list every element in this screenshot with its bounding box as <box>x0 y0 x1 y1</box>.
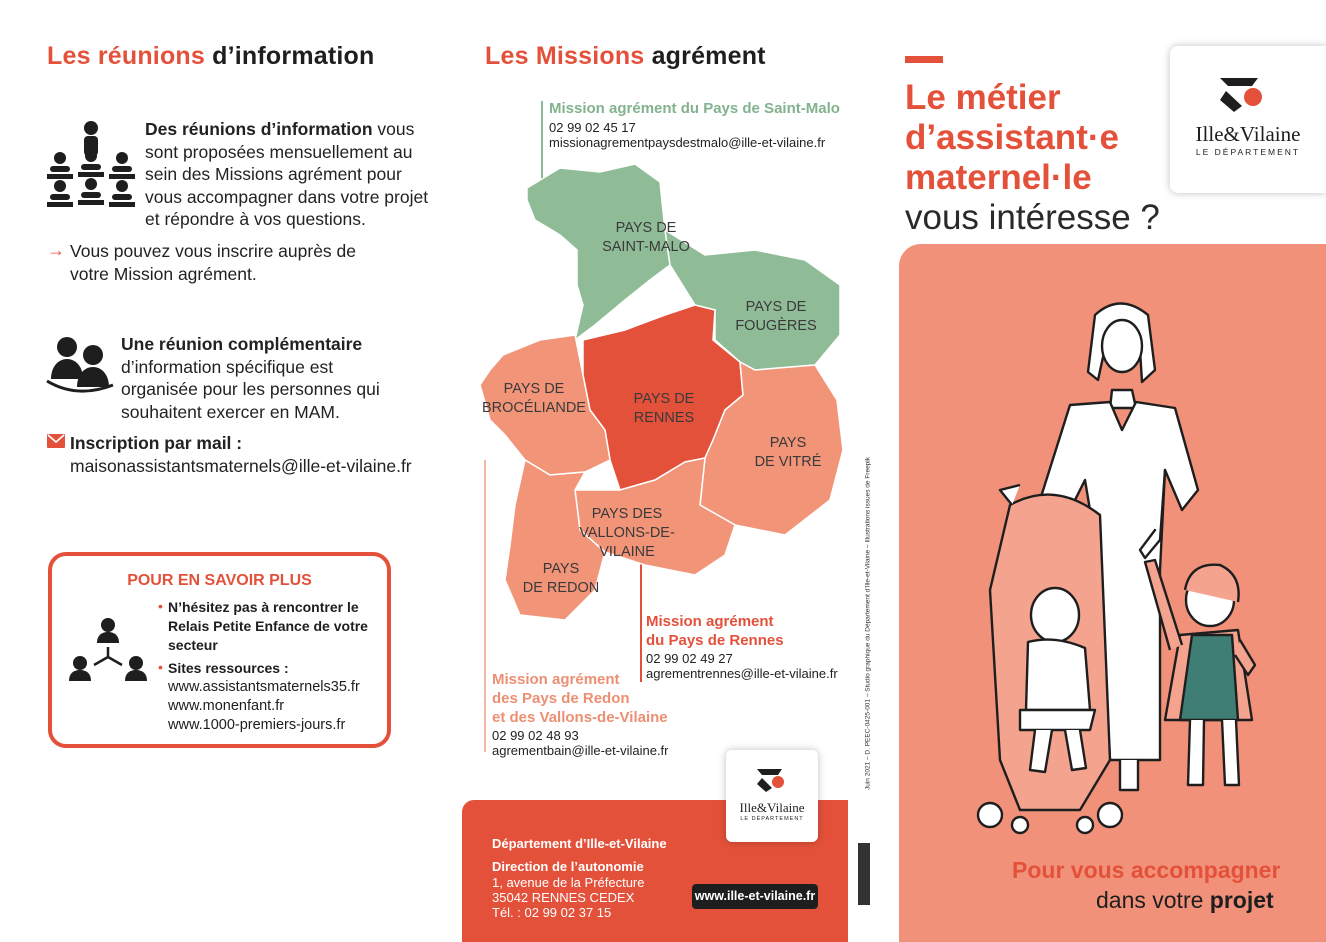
redon-mission-title <box>492 670 668 727</box>
footer-direction: Direction de l’autonomie <box>492 859 644 874</box>
cover-title-line1: Le métier <box>905 78 1061 117</box>
map-label-vallons <box>572 505 682 562</box>
map-label-vitre <box>742 434 834 472</box>
vertical-credit-text: Juin 2021 – D. PEEC-0425-001 – Studio graphique du Département d’Ille-et-Vilaine – Illustrations issues de Freepik <box>864 456 872 791</box>
reunions-paragraph <box>145 118 435 231</box>
rennes-mission-title <box>646 612 784 650</box>
map-label-line: PAYS DES <box>591 506 663 522</box>
tagline-red: Pour vous accompagner <box>1012 857 1281 883</box>
redon-mission-title-line: Mission agrément <box>492 671 620 688</box>
map-label-line: FOUGÈRES <box>735 318 817 334</box>
department-logo-icon <box>1216 74 1266 118</box>
logo-amp: & <box>756 800 767 815</box>
missions-heading-accent: Les Missions <box>485 42 645 70</box>
reunions-paragraph-rest: vous sont proposées mensuellement au sein des Missions agrément pour vous accompagner dans votre projet et répondre à vos questions. <box>145 119 429 229</box>
map-label-line: SAINT-MALO <box>602 239 690 255</box>
reunions-heading-accent: Les réunions <box>47 42 205 70</box>
bullet-dot: • <box>158 659 163 675</box>
vertical-credit <box>858 420 872 840</box>
cover-title <box>905 78 1160 238</box>
rennes-mission-title-line: du Pays de Rennes <box>646 632 784 649</box>
network-people-icon <box>68 617 148 689</box>
map-label-line: RENNES <box>633 410 695 426</box>
rpe-item: N’hésitez pas à rencontrer le Relais Petite Enfance de votre secteur <box>168 599 368 653</box>
cover-title-line2: d’assistant·e <box>905 118 1119 157</box>
stmalo-mission-title: Mission agrément du Pays de Saint-Malo <box>549 100 840 117</box>
map-label-line: PAYS DE <box>503 381 565 397</box>
reunions-heading-rest: d’information <box>212 42 375 70</box>
map-label-line: PAYS <box>769 435 807 451</box>
meeting-audience-icon <box>45 120 137 215</box>
map-label-broceliande <box>478 380 590 418</box>
title-accent-bar <box>905 56 943 63</box>
cover-title-line3: maternel·le <box>905 158 1092 197</box>
bullet-dot: • <box>158 598 163 614</box>
parent-children-stroller-illustration <box>960 290 1280 840</box>
rennes-email[interactable]: agrementrennes@ille-et-vilaine.fr <box>646 666 838 681</box>
map-label-line: DE VITRÉ <box>754 454 822 470</box>
website-link[interactable]: www.ille-et-vilaine.fr <box>692 884 818 909</box>
rennes-phone: 02 99 02 49 27 <box>646 651 733 666</box>
main-logo-subtitle: LE DÉPARTEMENT <box>1195 147 1301 157</box>
small-logo-name <box>726 800 818 816</box>
redon-mission-title-line: des Pays de Redon <box>492 690 630 707</box>
tagline-bold: projet <box>1209 887 1274 913</box>
redon-phone: 02 99 02 48 93 <box>492 728 579 743</box>
sites-label: Sites ressources : <box>168 660 289 676</box>
redon-email[interactable]: agrementbain@ille-et-vilaine.fr <box>492 743 669 758</box>
site-link[interactable]: www.monenfant.fr <box>168 698 285 714</box>
mam-paragraph-rest: d’information spécifique est organisée pour les personnes qui souhaitent exercer en MAM. <box>121 356 380 422</box>
site-link[interactable]: www.assistantsmaternels35.fr <box>168 679 360 695</box>
map-label-line: PAYS DE <box>745 299 807 315</box>
mam-paragraph-bold: Une réunion complémentaire <box>121 334 363 354</box>
missions-heading <box>485 42 766 71</box>
small-logo-box <box>726 750 818 842</box>
small-logo-subtitle: LE DÉPARTEMENT <box>740 816 804 822</box>
site-link[interactable]: www.1000-premiers-jours.fr <box>168 717 346 733</box>
map-label-rennes <box>614 390 714 428</box>
mam-paragraph <box>121 333 401 423</box>
stmalo-phone: 02 99 02 45 17 <box>549 120 636 135</box>
footer-address2: 35042 RENNES CEDEX <box>492 890 635 905</box>
map-label-line: PAYS <box>542 561 580 577</box>
main-logo-box <box>1170 46 1326 193</box>
inscription-note: Vous pouvez vous inscrire auprès de votre Mission agrément. <box>70 241 356 284</box>
tagline-dark: dans votre <box>1096 887 1204 913</box>
footer-address1: 1, avenue de la Préfecture <box>492 875 645 890</box>
arrow-right-icon: → <box>47 240 65 260</box>
department-logo-icon <box>754 766 788 796</box>
stmalo-email[interactable]: missionagrementpaysdestmalo@ille-et-vilaine.fr <box>549 135 826 150</box>
logo-amp: & <box>1223 122 1240 146</box>
missions-heading-rest: agrément <box>651 42 766 70</box>
map-label-line: BROCÉLIANDE <box>482 400 586 416</box>
logo-name-right: Vilaine <box>766 800 805 815</box>
rennes-mission-title-line: Mission agrément <box>646 613 774 630</box>
logo-name-right: Vilaine <box>1239 122 1301 146</box>
mail-label <box>70 432 242 455</box>
redon-mission-title-line: et des Vallons-de-Vilaine <box>492 709 668 726</box>
recycle-badge-icon <box>858 843 870 905</box>
map-label-redon <box>516 560 606 598</box>
footer-phone: Tél. : 02 99 02 37 15 <box>492 905 612 920</box>
map-label-line: DE REDON <box>522 580 600 596</box>
map-label-stmalo <box>594 219 698 257</box>
map-label-line: VILAINE <box>599 544 655 560</box>
map-label-line: PAYS DE <box>633 391 695 407</box>
reunions-heading <box>47 42 374 71</box>
tagline-line2 <box>1096 887 1274 914</box>
mail-icon <box>47 434 65 448</box>
cover-title-line4: vous intéresse ? <box>905 198 1160 237</box>
mail-address-link[interactable]: maisonassistantsmaternels@ille-et-vilaine.fr <box>70 456 412 476</box>
main-logo-name <box>1170 122 1326 147</box>
logo-name-left: Ille <box>739 800 757 815</box>
reunions-paragraph-bold: Des réunions d’information <box>145 119 373 139</box>
group-people-icon <box>45 335 115 397</box>
info-box-title: POUR EN SAVOIR PLUS <box>127 572 312 589</box>
map-label-line: PAYS DE <box>615 220 677 236</box>
footer-org: Département d’Ille-et-Vilaine <box>492 836 667 851</box>
logo-name-left: Ille <box>1195 122 1224 146</box>
map-label-line: VALLONS-DE- <box>579 525 675 541</box>
map-label-fougeres <box>726 298 826 336</box>
mail-label-text: Inscription par mail : <box>70 433 243 453</box>
